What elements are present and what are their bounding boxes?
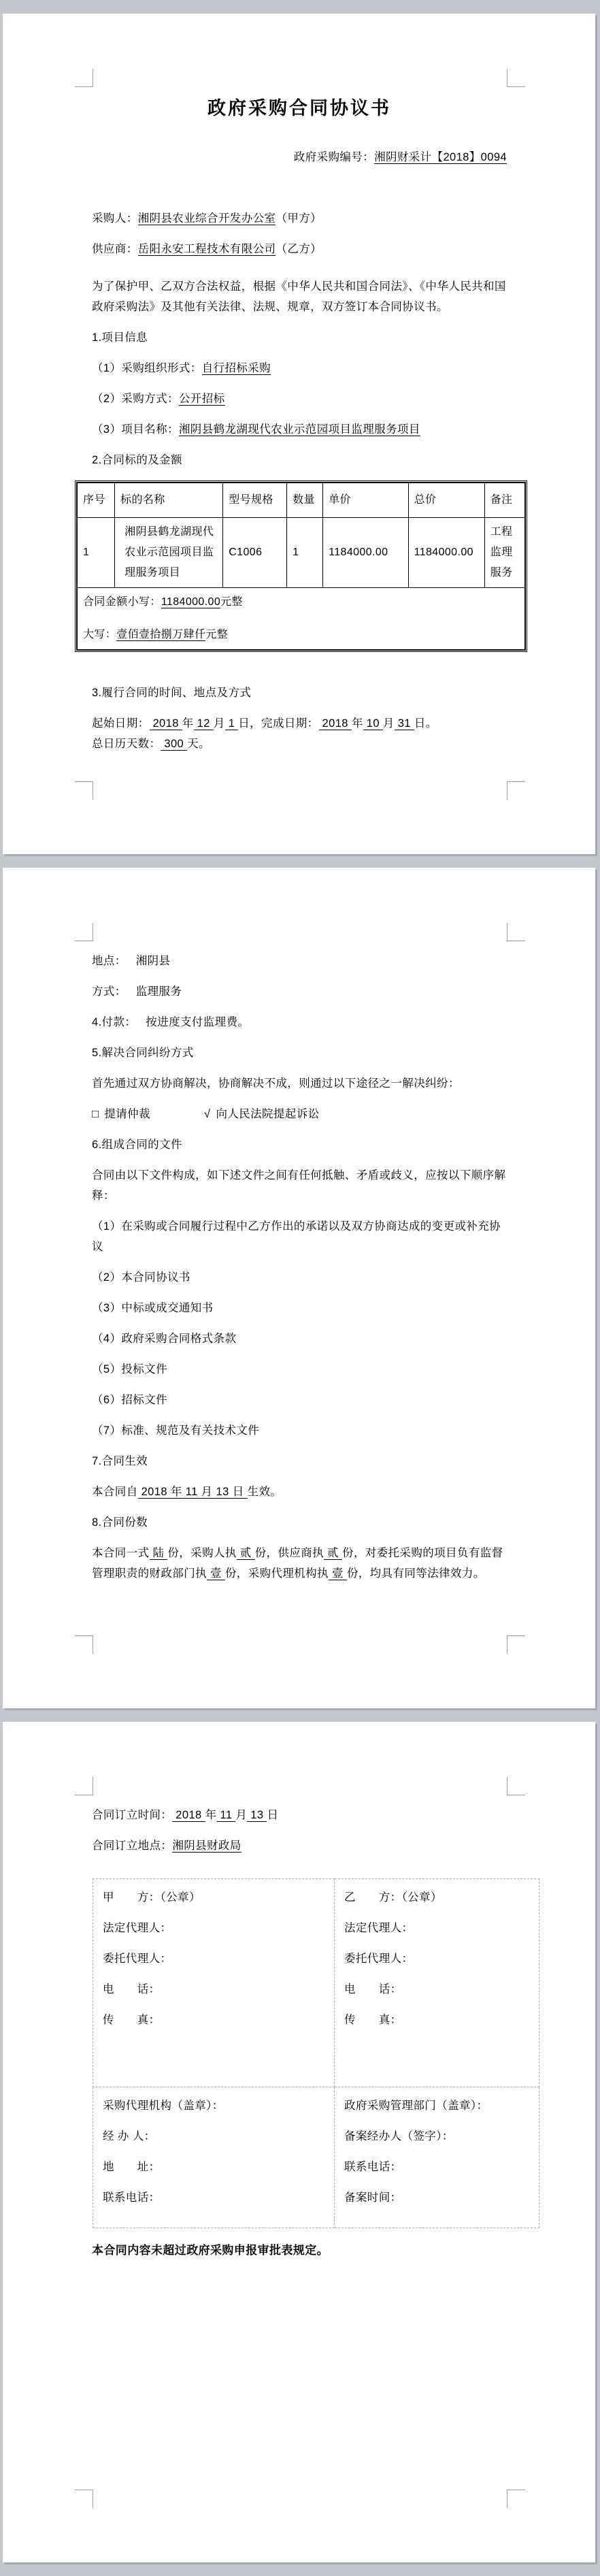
text-segment: 12 bbox=[193, 717, 214, 730]
text-segment: 壹 bbox=[328, 1567, 347, 1580]
text-segment: 月 bbox=[382, 717, 395, 730]
section2-heading: 2.合同标的及金额 bbox=[92, 454, 182, 466]
text-segment: 1 bbox=[224, 717, 239, 730]
agency-seal-line: 采购代理机构（盖章）： bbox=[103, 2100, 224, 2112]
supplier-value: 岳阳永安工程技术有限公司 bbox=[137, 243, 276, 255]
preamble-paragraph: 为了保护甲、乙双方合法权益，根据《中华人民共和国合同法》、《中华人民共和国政府采购法》及其他有关法律、法规、规章，双方签订本合同协议书。 bbox=[92, 280, 506, 313]
section8-copies-line bbox=[92, 1543, 507, 1584]
text-segment: 日。 bbox=[414, 717, 437, 730]
authority-seal-line: 政府采购管理部门（盖章）： bbox=[344, 2100, 488, 2112]
margin-corner-mark bbox=[507, 1635, 525, 1654]
text-segment: 2018 bbox=[149, 717, 182, 730]
checkmark-icon: √ bbox=[203, 1108, 211, 1120]
text-segment: 月 bbox=[213, 717, 225, 730]
amount-upper-suffix: 元整 bbox=[205, 629, 229, 640]
party-a-cell bbox=[93, 1879, 335, 2087]
procurement-ref-value: 湘阴财采计【2018】0094 bbox=[374, 151, 507, 163]
text-segment: 份，采购人执 bbox=[167, 1547, 237, 1559]
item-label: （2）采购方式： bbox=[92, 393, 179, 405]
col-header-seq: 序号 bbox=[78, 483, 115, 518]
payment-label: 4.付款： bbox=[92, 1016, 137, 1028]
method-line bbox=[92, 981, 507, 1002]
procurement-ref-line bbox=[92, 147, 507, 167]
amount-lower-suffix: 元整 bbox=[220, 596, 243, 608]
party-b-fax-line: 传 真： bbox=[344, 2014, 402, 2026]
authority-record-time-line: 备案时间： bbox=[344, 2191, 402, 2204]
agency-phone-line: 联系电话： bbox=[103, 2191, 161, 2204]
buyer-label: 采购人： bbox=[92, 212, 138, 225]
location-value: 湘阴县 bbox=[135, 955, 171, 967]
section5-heading: 5.解决合同纠纷方式 bbox=[92, 1047, 194, 1059]
text-segment: 壹 bbox=[207, 1567, 225, 1580]
party-b-legal-agent-line: 法定代理人： bbox=[344, 1922, 414, 1934]
signature-row-agencies bbox=[93, 2087, 539, 2228]
signature-table bbox=[93, 1878, 539, 2228]
agency-cell bbox=[93, 2087, 335, 2228]
signed-place-label: 合同订立地点： bbox=[92, 1840, 173, 1852]
section6-heading: 6.组成合同的文件 bbox=[92, 1139, 182, 1151]
text-segment: 贰 bbox=[324, 1547, 342, 1559]
location-label: 地点： bbox=[92, 955, 127, 967]
cell-qty: 1 bbox=[287, 518, 323, 588]
section1-item-3 bbox=[92, 419, 507, 440]
section3-heading: 3.履行合同的时间、地点及方式 bbox=[92, 687, 252, 699]
text-segment: 生效。 bbox=[247, 1486, 282, 1498]
buyer-value: 湘阴县农业综合开发办公室 bbox=[137, 212, 276, 225]
text-segment: 300 bbox=[161, 738, 188, 750]
supplier-label: 供应商： bbox=[92, 243, 138, 255]
section7-effective-line bbox=[92, 1482, 507, 1502]
cell-total-price: 1184000.00 bbox=[408, 518, 484, 588]
text-segment: 总日历天数： bbox=[92, 738, 161, 750]
item-value: 自行招标采购 bbox=[201, 362, 271, 374]
dispute-options bbox=[92, 1104, 507, 1124]
section5-text: 首先通过双方协商解决，协商解决不成，则通过以下途径之一解决纠纷： bbox=[92, 1077, 460, 1090]
margin-corner-mark bbox=[507, 923, 525, 941]
text-segment: 份，供应商执 bbox=[254, 1547, 324, 1559]
authority-cell bbox=[335, 2087, 539, 2228]
cell-unit-price: 1184000.00 bbox=[323, 518, 408, 588]
party-a-fax-line: 传 真： bbox=[103, 2014, 161, 2026]
margin-corner-mark bbox=[75, 923, 93, 941]
contract-document-item-7: （7）标准、规范及有关技术文件 bbox=[92, 1424, 260, 1437]
section1-item-2 bbox=[92, 389, 507, 409]
text-segment: 份，均具有同等法律效力。 bbox=[346, 1567, 485, 1580]
option-label: 提请仲裁 bbox=[104, 1108, 150, 1120]
text-segment: 天。 bbox=[187, 738, 210, 750]
signed-place-value: 湘阴县财政局 bbox=[172, 1840, 241, 1852]
checkbox-unchecked-icon: □ bbox=[92, 1108, 99, 1120]
text-segment: 份，采购代理机构执 bbox=[224, 1567, 329, 1580]
margin-corner-mark bbox=[75, 69, 93, 87]
text-segment: 本合同一式 bbox=[92, 1547, 150, 1559]
text-segment: 11 bbox=[216, 1809, 236, 1821]
section6-text: 合同由以下文件构成，如下述文件之间有任何抵触、矛盾或歧义，应按以下顺序解释： bbox=[92, 1169, 506, 1202]
col-header-unit-price: 单价 bbox=[323, 483, 408, 518]
supplier-suffix: （乙方） bbox=[276, 243, 322, 255]
text-segment: 2018 bbox=[318, 717, 352, 730]
col-header-name: 标的名称 bbox=[115, 483, 223, 518]
buyer-suffix: （甲方） bbox=[276, 212, 322, 225]
table-header-row bbox=[78, 483, 525, 518]
supplier-line bbox=[92, 239, 507, 259]
margin-corner-mark bbox=[507, 1777, 525, 1795]
text-segment: 起始日期： bbox=[92, 717, 150, 730]
amount-summary-cell bbox=[78, 588, 525, 650]
section4-line bbox=[92, 1012, 507, 1032]
text-segment: 贰 bbox=[236, 1547, 255, 1559]
contract-document-item-2: （2）本合同协议书 bbox=[92, 1271, 190, 1284]
margin-corner-mark bbox=[507, 2490, 525, 2508]
document-page-1 bbox=[3, 14, 595, 854]
contract-document-item-5: （5）投标文件 bbox=[92, 1363, 167, 1375]
text-segment: 本合同自 bbox=[92, 1486, 138, 1498]
calendar-days-line bbox=[92, 738, 210, 751]
party-a-seal-line: 甲 方：（公章） bbox=[103, 1891, 201, 1904]
cell-model: C1006 bbox=[223, 518, 287, 588]
dates-line bbox=[92, 717, 437, 730]
section8-heading: 8.合同份数 bbox=[92, 1516, 148, 1529]
procurement-ref-label: 政府采购编号： bbox=[293, 151, 375, 163]
amount-upper-label: 大写： bbox=[83, 629, 117, 640]
text-segment: 日 bbox=[267, 1809, 279, 1821]
signed-place-line bbox=[92, 1836, 507, 1856]
text-segment: 份，对委托采购的项目负有监督管理职责的财政部门执 bbox=[92, 1547, 503, 1580]
party-b-phone-line: 电 话： bbox=[344, 1983, 402, 1995]
option-arbitration bbox=[92, 1108, 150, 1120]
contract-document-item-4: （4）政府采购合同格式条款 bbox=[92, 1333, 237, 1345]
amount-lower-line bbox=[83, 592, 520, 613]
contract-document-item-3: （3）中标或成交通知书 bbox=[92, 1302, 214, 1314]
section7-heading: 7.合同生效 bbox=[92, 1455, 148, 1467]
margin-corner-mark bbox=[75, 1635, 93, 1654]
text-segment: 月 bbox=[235, 1809, 248, 1821]
margin-corner-mark bbox=[507, 781, 525, 800]
item-label: （3）项目名称： bbox=[92, 423, 179, 436]
party-a-legal-agent-line: 法定代理人： bbox=[103, 1922, 172, 1934]
amount-upper-line bbox=[83, 625, 520, 645]
margin-corner-mark bbox=[75, 781, 93, 800]
table-amount-row bbox=[78, 588, 525, 650]
item-value: 公开招标 bbox=[178, 393, 225, 405]
amount-lower-value: 1184000.00 bbox=[161, 596, 221, 608]
amount-upper-value: 壹佰壹拾捌万肆仟 bbox=[116, 629, 206, 640]
contract-items-table bbox=[75, 480, 527, 652]
text-segment: 年 bbox=[182, 717, 194, 730]
margin-corner-mark bbox=[75, 2490, 93, 2508]
text-segment: 年 bbox=[351, 717, 363, 730]
margin-corner-mark bbox=[507, 69, 525, 87]
footer-note: 本合同内容未超过政府采购申报审批表规定。 bbox=[92, 2244, 329, 2257]
method-label: 方式： bbox=[92, 985, 127, 998]
agency-address-line: 地 址： bbox=[103, 2161, 161, 2173]
party-b-seal-line: 乙 方：（公章） bbox=[344, 1891, 442, 1904]
party-b-cell bbox=[335, 1879, 539, 2087]
section1-heading: 1.项目信息 bbox=[92, 331, 148, 344]
document-page-2 bbox=[3, 868, 595, 1708]
signed-time-line bbox=[92, 1805, 507, 1825]
party-a-entrusted-agent-line: 委托代理人： bbox=[103, 1953, 172, 1965]
party-b-entrusted-agent-line: 委托代理人： bbox=[344, 1953, 414, 1965]
authority-phone-line: 联系电话： bbox=[344, 2161, 402, 2173]
section1-item-1 bbox=[92, 358, 507, 378]
text-segment: 2018 年 11 月 13 日 bbox=[137, 1486, 248, 1498]
option-label: 向人民法院提起诉讼 bbox=[216, 1108, 320, 1120]
payment-value: 按进度支付监理费。 bbox=[146, 1016, 250, 1028]
margin-corner-mark bbox=[75, 1777, 93, 1795]
table-row bbox=[78, 518, 525, 588]
contract-document-item-6: （6）招标文件 bbox=[92, 1394, 167, 1406]
item-label: （1）采购组织形式： bbox=[92, 362, 202, 374]
cell-name: 湘阴县鹤龙湖现代农业示范园项目监理服务项目 bbox=[115, 518, 223, 588]
amount-lower-label: 合同金额小写： bbox=[83, 596, 161, 608]
text-segment: 年 bbox=[205, 1809, 217, 1821]
section3-dates bbox=[92, 713, 507, 754]
text-segment: 合同订立时间： bbox=[92, 1809, 173, 1821]
cell-remark: 工程监理服务 bbox=[484, 518, 524, 588]
text-segment: 2018 bbox=[172, 1809, 205, 1821]
text-segment: 10 bbox=[363, 717, 383, 730]
col-header-total-price: 总价 bbox=[408, 483, 484, 518]
text-segment: 日，完成日期： bbox=[238, 717, 319, 730]
text-segment: 13 bbox=[247, 1809, 267, 1821]
document-page-3 bbox=[3, 1722, 595, 2562]
buyer-line bbox=[92, 208, 507, 229]
document-title: 政府采购合同协议书 bbox=[207, 98, 391, 118]
cell-seq: 1 bbox=[78, 518, 115, 588]
location-line bbox=[92, 951, 507, 971]
col-header-remark: 备注 bbox=[484, 483, 524, 518]
col-header-qty: 数量 bbox=[287, 483, 323, 518]
item-value: 湘阴县鹤龙湖现代农业示范园项目监理服务项目 bbox=[178, 423, 420, 436]
signature-row-parties bbox=[93, 1879, 539, 2087]
party-a-phone-line: 电 话： bbox=[103, 1983, 161, 1995]
agency-handler-line: 经 办 人： bbox=[103, 2130, 156, 2142]
option-court bbox=[204, 1108, 320, 1120]
col-header-model: 型号规格 bbox=[223, 483, 287, 518]
contract-document-item-1: （1）在采购或合同履行过程中乙方作出的承诺以及双方协商达成的变更或补充协议 bbox=[92, 1220, 501, 1253]
text-segment: 31 bbox=[394, 717, 414, 730]
method-value: 监理服务 bbox=[135, 985, 182, 998]
text-segment: 陆 bbox=[149, 1547, 168, 1559]
authority-record-handler-line: 备案经办人（签字）： bbox=[344, 2130, 454, 2142]
